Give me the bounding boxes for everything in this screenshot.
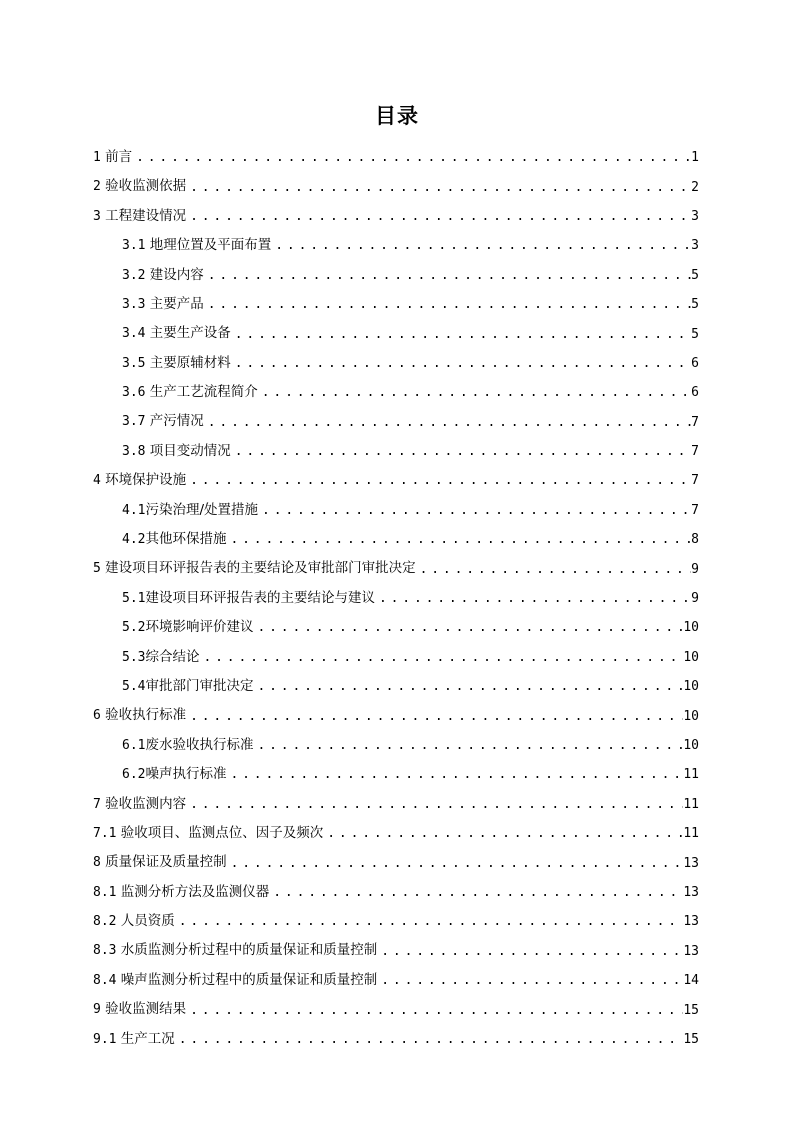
toc-entry[interactable] [93, 143, 699, 172]
toc-leader-dots [233, 445, 691, 458]
toc-title: 目录 [375, 103, 419, 128]
toc-entry[interactable] [93, 966, 699, 995]
toc-entry-number: 5.4 [122, 678, 146, 694]
toc-entry-page-number: 10 [683, 708, 699, 724]
toc-leader-dots [260, 386, 691, 399]
toc-entry-page-number: 15 [683, 1002, 699, 1018]
toc-entry-text [122, 442, 233, 459]
toc-entry-page-number: 6 [691, 355, 699, 371]
toc-entry-text [122, 327, 233, 341]
toc-entry-page-number: 15 [683, 1031, 699, 1047]
toc-entry-page-number: 11 [683, 767, 699, 783]
toc-entry-text [122, 589, 377, 606]
toc-leader-dots [134, 151, 691, 164]
toc-leader-dots [188, 710, 683, 723]
toc-entry-page-number: 11 [683, 826, 699, 842]
toc-entry-text [122, 266, 206, 283]
toc-entry-page-number: 10 [683, 620, 699, 636]
toc-entry-page-number: 2 [691, 179, 699, 195]
toc-leader-dots [177, 915, 684, 928]
toc-entry-label: 地理位置及平面布置 [149, 237, 272, 254]
toc-entry-page-number: 9 [691, 561, 699, 577]
toc-entry-text [93, 856, 229, 870]
toc-entry-label: 建设项目环评报告表的主要结论及审批部门审批决定 [105, 560, 416, 577]
toc-entry-text [122, 354, 233, 371]
toc-entry-text [93, 883, 271, 900]
toc-entry-text [122, 295, 206, 312]
toc-entry-number: 4.1 [122, 502, 146, 518]
toc-entry-text [93, 709, 188, 723]
toc-leader-dots [228, 533, 691, 546]
toc-entry-number: 7 [93, 796, 101, 812]
toc-leader-dots [255, 739, 683, 752]
toc-entry-label: 生产工艺流程简介 [149, 384, 258, 401]
toc-entry-text [93, 1003, 188, 1017]
toc-entry-page-number: 5 [691, 326, 699, 342]
toc-entry-label: 其他环保措施 [145, 531, 227, 548]
toc-leader-dots [255, 680, 683, 693]
toc-entry-text [93, 180, 188, 194]
toc-entry-label: 验收监测结果 [105, 1001, 187, 1018]
toc-entry-label: 主要生产设备 [149, 325, 231, 342]
toc-entry-number: 3.5 [122, 355, 146, 371]
toc-entry-text [122, 533, 228, 547]
toc-entry[interactable] [93, 437, 699, 466]
toc-entry-number: 8 [93, 855, 101, 871]
toc-entry-label: 审批部门审批决定 [145, 677, 254, 694]
toc-entry-number: 6 [93, 708, 101, 724]
toc-list [93, 143, 699, 1054]
toc-entry-text [93, 795, 188, 812]
toc-entry[interactable] [93, 819, 699, 848]
toc-entry-text [122, 648, 201, 665]
toc-entry[interactable] [93, 937, 699, 966]
toc-entry-number: 3.3 [122, 296, 146, 312]
toc-leader-dots [325, 827, 683, 840]
toc-entry-page-number: 7 [691, 502, 699, 518]
toc-entry-label: 废水验收执行标准 [145, 736, 254, 753]
toc-entry-text [93, 474, 188, 488]
toc-entry[interactable] [93, 878, 699, 907]
toc-entry-text [122, 768, 228, 782]
toc-entry-number: 8.3 [93, 943, 117, 959]
toc-entry-text [122, 677, 255, 694]
toc-entry-page-number: 3 [691, 208, 699, 224]
toc-entry-text [93, 148, 134, 165]
toc-entry-label: 人员资质 [120, 913, 175, 930]
toc-entry-number: 5.2 [122, 620, 146, 636]
toc-leader-dots [188, 181, 691, 194]
toc-leader-dots [206, 269, 691, 282]
toc-entry-number: 9.1 [93, 1031, 117, 1047]
toc-entry-number: 9 [93, 1002, 101, 1018]
toc-entry-label: 综合结论 [145, 648, 200, 665]
toc-leader-dots [229, 857, 684, 870]
toc-entry-label: 质量保证及质量控制 [105, 854, 227, 871]
toc-entry-number: 5 [93, 561, 101, 577]
toc-entry-label: 项目变动情况 [149, 442, 231, 459]
toc-leader-dots [206, 298, 691, 311]
toc-entry[interactable] [93, 466, 699, 495]
toc-entry-number: 7.1 [93, 825, 117, 841]
toc-entry[interactable] [93, 261, 699, 290]
toc-entry[interactable] [93, 643, 699, 672]
toc-entry-text [122, 415, 206, 429]
toc-entry[interactable] [93, 554, 699, 583]
toc-leader-dots [379, 945, 683, 958]
toc-entry-text [122, 621, 255, 635]
toc-entry[interactable] [93, 349, 699, 378]
toc-entry-number: 3.1 [122, 238, 146, 254]
toc-entry-number: 8.1 [93, 884, 117, 900]
toc-entry-label: 噪声执行标准 [145, 766, 227, 783]
toc-entry-label: 验收监测内容 [105, 795, 187, 812]
toc-entry[interactable] [93, 525, 699, 554]
toc-entry-text [93, 971, 379, 988]
toc-entry[interactable] [93, 231, 699, 260]
toc-entry-label: 噪声监测分析过程中的质量保证和质量控制 [120, 971, 378, 988]
toc-entry-label: 验收项目、监测点位、因子及频次 [120, 824, 324, 841]
toc-entry-page-number: 10 [683, 649, 699, 665]
toc-entry-page-number: 13 [683, 884, 699, 900]
toc-entry-page-number: 3 [691, 238, 699, 254]
toc-entry-number: 3.6 [122, 385, 146, 401]
toc-entry[interactable] [93, 760, 699, 789]
toc-entry-text [122, 736, 255, 753]
toc-entry-page-number: 7 [691, 414, 699, 430]
toc-entry-label: 建设内容 [149, 266, 204, 283]
toc-entry[interactable] [93, 848, 699, 877]
toc-entry-number: 4 [93, 473, 101, 489]
toc-entry-number: 3 [93, 208, 101, 224]
toc-entry[interactable] [93, 907, 699, 936]
toc-leader-dots [377, 592, 691, 605]
toc-entry[interactable] [93, 1025, 699, 1054]
toc-entry[interactable] [93, 290, 699, 319]
toc-entry-label: 污染治理/处置措施 [145, 501, 259, 518]
toc-entry-text [122, 386, 260, 400]
toc-leader-dots [260, 504, 691, 517]
toc-entry-label: 建设项目环评报告表的主要结论与建议 [145, 589, 375, 606]
toc-leader-dots [188, 474, 691, 487]
toc-leader-dots [228, 768, 683, 781]
toc-entry-label: 工程建设情况 [105, 207, 187, 224]
toc-entry-page-number: 9 [691, 591, 699, 607]
toc-entry-page-number: 10 [683, 679, 699, 695]
toc-entry-number: 3.2 [122, 267, 146, 283]
toc-entry-label: 前言 [105, 148, 133, 165]
toc-entry-page-number: 14 [683, 973, 699, 989]
toc-entry[interactable] [93, 378, 699, 407]
toc-entry[interactable] [93, 319, 699, 348]
toc-entry-label: 环境影响评价建议 [145, 619, 254, 636]
toc-entry-number: 2 [93, 179, 101, 195]
toc-entry-page-number: 13 [683, 855, 699, 871]
toc-entry-text [93, 824, 325, 841]
toc-leader-dots [255, 621, 683, 634]
toc-leader-dots [233, 357, 691, 370]
toc-entry-label: 产污情况 [149, 413, 204, 430]
toc-entry-label: 环境保护设施 [105, 472, 187, 489]
toc-leader-dots [188, 1004, 683, 1017]
toc-entry[interactable] [93, 790, 699, 819]
toc-entry[interactable] [93, 202, 699, 231]
toc-entry-text [93, 207, 188, 224]
toc-entry[interactable] [93, 672, 699, 701]
toc-entry-number: 5.3 [122, 649, 146, 665]
toc-leader-dots [188, 798, 683, 811]
toc-entry[interactable] [93, 613, 699, 642]
toc-entry-text [93, 944, 379, 958]
toc-leader-dots [201, 651, 683, 664]
toc-entry-page-number: 11 [683, 796, 699, 812]
toc-entry-number: 1 [93, 149, 101, 165]
toc-leader-dots [273, 239, 691, 252]
toc-entry-page-number: 13 [683, 914, 699, 930]
toc-entry-number: 6.2 [122, 767, 146, 783]
toc-entry[interactable] [93, 995, 699, 1024]
toc-entry-label: 生产工况 [120, 1030, 175, 1047]
toc-entry-label: 主要原辅材料 [149, 354, 231, 371]
toc-entry-number: 8.2 [93, 914, 117, 930]
toc-entry-page-number: 8 [691, 532, 699, 548]
toc-entry-label: 验收执行标准 [105, 707, 187, 724]
toc-entry[interactable] [93, 731, 699, 760]
toc-leader-dots [177, 1033, 684, 1046]
toc-entry-number: 8.4 [93, 972, 117, 988]
toc-entry-page-number: 5 [691, 267, 699, 283]
toc-entry[interactable] [93, 584, 699, 613]
toc-leader-dots [206, 416, 691, 429]
toc-entry-label: 监测分析方法及监测仪器 [120, 883, 270, 900]
toc-entry-text [93, 562, 418, 576]
toc-entry-text [93, 1030, 177, 1047]
toc-entry-label: 水质监测分析过程中的质量保证和质量控制 [120, 942, 378, 959]
toc-entry-label: 主要产品 [149, 295, 204, 312]
toc-entry-number: 5.1 [122, 590, 146, 606]
toc-entry[interactable] [93, 496, 699, 525]
toc-leader-dots [379, 974, 683, 987]
toc-entry-number: 6.1 [122, 737, 146, 753]
toc-entry-page-number: 13 [683, 943, 699, 959]
toc-entry-text [122, 501, 260, 518]
toc-leader-dots [271, 886, 683, 899]
toc-entry-page-number: 5 [691, 297, 699, 313]
toc-leader-dots [418, 563, 692, 576]
toc-entry-text [93, 915, 177, 929]
toc-entry-label: 验收监测依据 [105, 178, 187, 195]
toc-entry-page-number: 1 [691, 150, 699, 166]
toc-entry[interactable] [93, 172, 699, 201]
toc-entry-number: 4.2 [122, 532, 146, 548]
toc-entry-number: 3.4 [122, 326, 146, 342]
toc-entry-page-number: 7 [691, 473, 699, 489]
toc-entry-text [122, 239, 273, 253]
toc-entry-page-number: 6 [691, 385, 699, 401]
toc-entry-page-number: 7 [691, 444, 699, 460]
toc-leader-dots [188, 210, 691, 223]
toc-entry-page-number: 10 [683, 738, 699, 753]
toc-entry[interactable] [93, 408, 699, 437]
toc-entry[interactable] [93, 701, 699, 730]
toc-entry-number: 3.7 [122, 414, 146, 430]
toc-leader-dots [233, 328, 691, 341]
toc-entry-number: 3.8 [122, 443, 146, 459]
